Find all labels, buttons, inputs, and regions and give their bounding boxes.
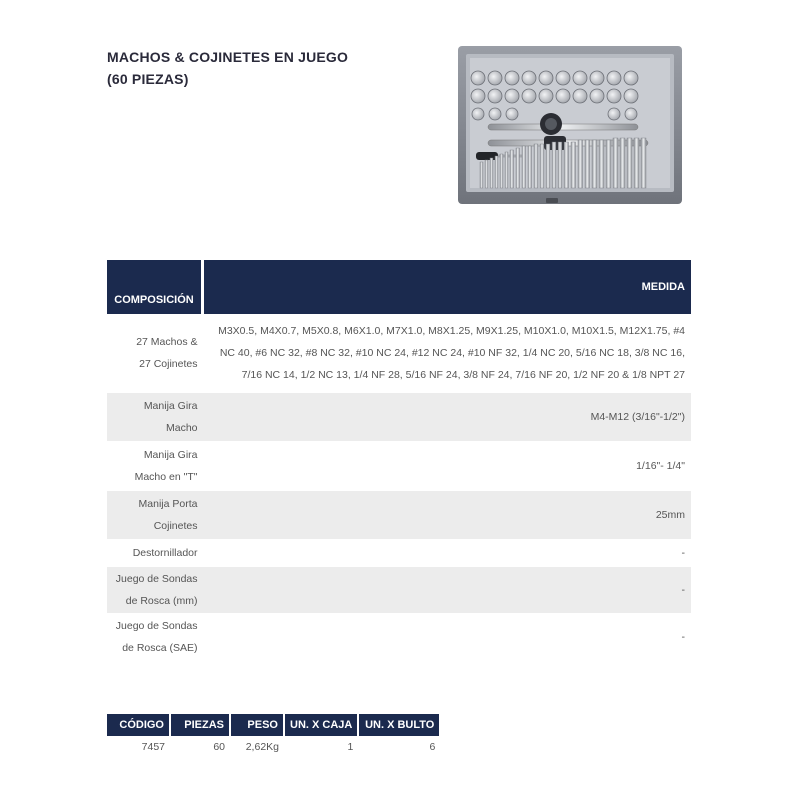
row-value: 1/16"- 1/4"	[203, 442, 692, 491]
weight-value: 2,62Kg	[245, 741, 279, 753]
row-label: Manija Gira Macho	[107, 393, 203, 442]
composition-table-header	[107, 260, 691, 314]
table-row	[107, 314, 691, 393]
units-per-bundle-header: UN. X BULTO	[358, 714, 440, 736]
row-label: 27 Machos & 27 Cojinetes	[107, 314, 203, 393]
table-row	[107, 442, 691, 491]
row-value: M4-M12 (3/16"-1/2")	[203, 393, 692, 442]
table-row	[107, 614, 691, 661]
row-value: M3X0.5, M4X0.7, M5X0.8, M6X1.0, M7X1.0, M8X1.25, M9X1.25, M10X1.0, M10X1.5, M12X1.75, #4 NC 40, #6 NC 32, #8 NC 32, #10 NC 24, #12 NC 24, #10 NF 32, 1/4 NC 20, 5/16 NC 18, 3/8 NC 16, 7/16 NC 14, 1/2 NC 13, 1/4 NF 28, 5/16 NF 24, 3/8 NF 24, 7/16 NF 20, 1/2 NF 20 & 1/8 NPT 27	[203, 314, 692, 393]
product-title-line-2: (60 PIEZAS)	[107, 71, 189, 87]
table-row	[107, 567, 691, 614]
row-value: 25mm	[203, 491, 692, 540]
composition-table	[107, 260, 691, 661]
code-table-header	[107, 714, 440, 736]
code-header: CÓDIGO	[107, 714, 170, 736]
row-label: Destornillador	[107, 540, 203, 567]
row-label: Manija Porta Cojinetes	[107, 491, 203, 540]
table-row	[107, 491, 691, 540]
units-per-bundle-value: 6	[429, 741, 436, 753]
row-label: Juego de Sondas de Rosca (mm)	[107, 567, 203, 614]
row-value: -	[203, 614, 692, 661]
pieces-value: 60	[213, 741, 225, 753]
units-per-box-header: UN. X CAJA	[284, 714, 358, 736]
tap-and-die-set-case-photo	[458, 44, 684, 206]
product-title-line-1: MACHOS & COJINETES EN JUEGO	[107, 49, 349, 65]
table-row	[107, 393, 691, 442]
measure-header: MEDIDA	[203, 260, 692, 314]
pieces-header: PIEZAS	[170, 714, 230, 736]
product-title	[107, 46, 348, 90]
table-row	[107, 736, 440, 758]
row-label: Manija Gira Macho en "T"	[107, 442, 203, 491]
row-value: -	[203, 567, 692, 614]
row-label: Juego de Sondas de Rosca (SAE)	[107, 614, 203, 661]
units-per-box-value: 1	[347, 741, 354, 753]
weight-header: PESO	[230, 714, 284, 736]
table-row	[107, 540, 691, 567]
composition-header: COMPOSICIÓN	[107, 260, 203, 314]
code-table	[107, 714, 441, 758]
row-value: -	[203, 540, 692, 567]
code-value: 7457	[141, 741, 165, 753]
